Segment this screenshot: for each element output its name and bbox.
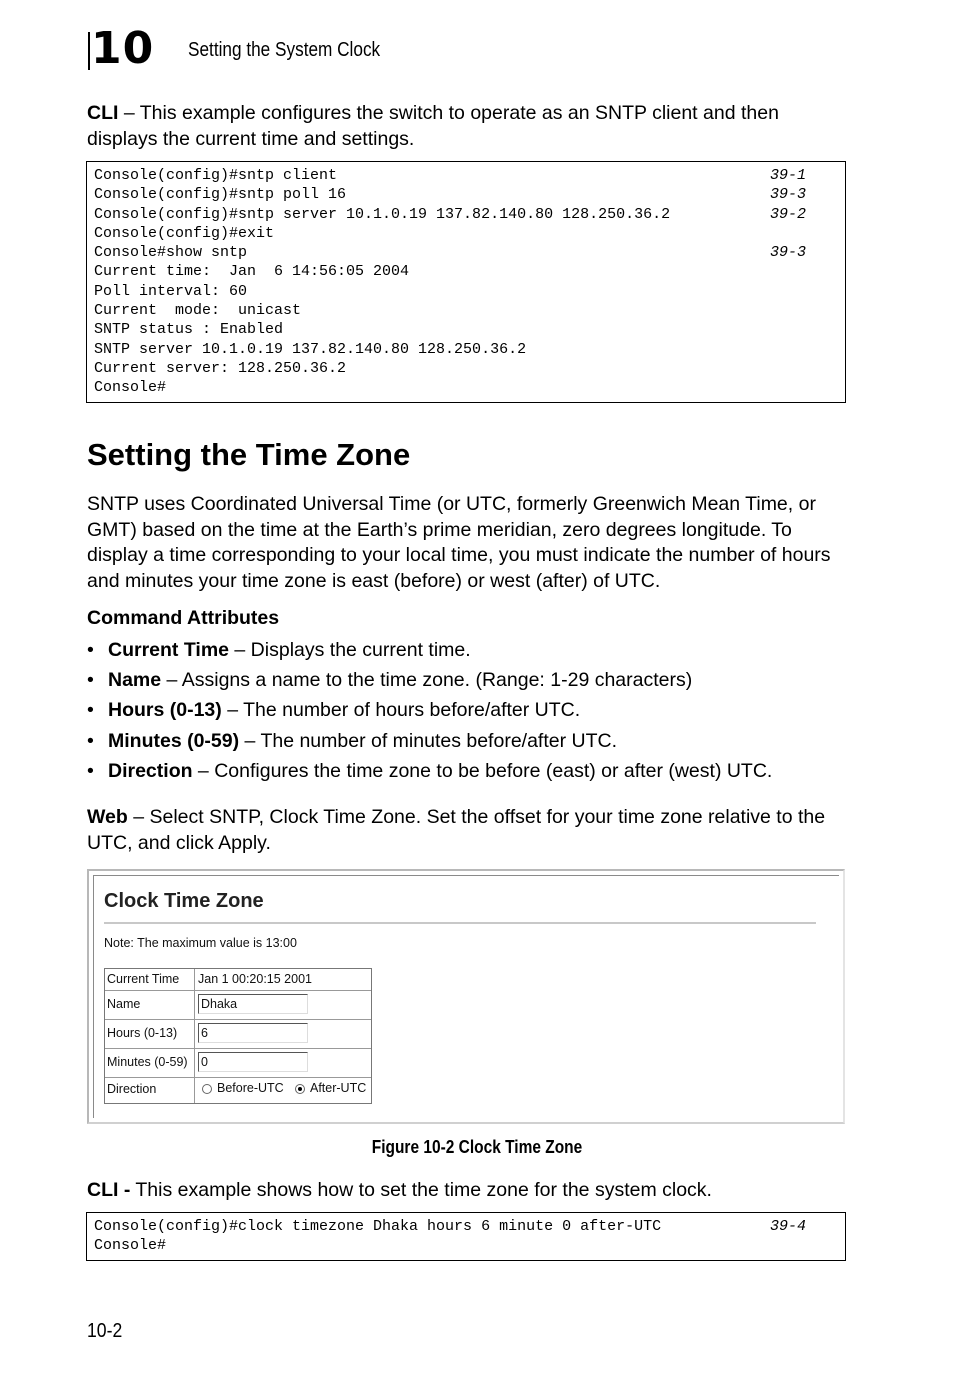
- web-intro-paragraph: [87, 805, 847, 856]
- before-utc-radio[interactable]: [202, 1084, 212, 1094]
- code-page-reference: 39-3: [770, 244, 807, 262]
- code-page-reference: 39-1: [770, 167, 807, 184]
- code-text: Console#show sntp: [94, 244, 248, 262]
- row-minutes: [105, 1049, 371, 1078]
- code-page-reference: 39-4: [770, 1218, 807, 1235]
- code-page-reference: 39-3: [770, 186, 807, 204]
- code-line: [94, 301, 838, 320]
- figure-divider: [104, 922, 816, 924]
- attribute-desc: – The number of minutes before/after UTC.: [239, 729, 618, 752]
- code-text: Console(config)#sntp client: [94, 167, 338, 184]
- attribute-desc: – Configures the time zone to be before (east) or after (west) UTC.: [192, 759, 773, 782]
- current-time-value: Jan 1 00:20:15 2001: [198, 972, 312, 986]
- chapter-bar: [88, 32, 90, 70]
- before-utc-option[interactable]: [202, 1081, 284, 1095]
- after-utc-label: After-UTC: [310, 1081, 367, 1095]
- code-text: Console(config)#sntp poll 16: [94, 186, 347, 204]
- figure-title: Clock Time Zone: [104, 890, 264, 912]
- section-heading: Setting the Time Zone: [87, 437, 411, 472]
- code-line: [94, 224, 838, 243]
- after-utc-radio[interactable]: [295, 1084, 305, 1094]
- cli-code-block-timezone: [86, 1212, 846, 1261]
- row-hours: [105, 1020, 371, 1049]
- attribute-term: Name: [108, 669, 162, 692]
- code-text: Poll interval: 60: [94, 282, 248, 300]
- code-page-reference: 39-2: [770, 205, 807, 223]
- minutes-input[interactable]: [198, 1052, 308, 1072]
- list-item: • Direction – Configures the time zone to be before (east) or after (west) UTC.: [87, 759, 773, 782]
- list-item: • Hours (0-13) – The number of hours before/after UTC.: [87, 699, 581, 722]
- code-line: [94, 359, 838, 378]
- minutes-cell: [196, 1049, 371, 1077]
- row-direction: [105, 1078, 371, 1103]
- attribute-term: Minutes (0-59): [108, 729, 240, 752]
- code-line: [94, 262, 838, 281]
- cli-intro-paragraph: [87, 101, 847, 152]
- cli-code-block-sntp: [86, 161, 846, 403]
- name-label: Name: [105, 991, 195, 1019]
- code-text: Console(config)#clock timezone Dhaka hours 6 minute 0 after-UTC: [94, 1218, 662, 1235]
- code-line: [94, 320, 838, 339]
- list-item: • Current Time – Displays the current time.: [87, 639, 471, 661]
- code-text: SNTP status : Enabled: [94, 321, 284, 339]
- code-text: Current time: Jan 6 14:56:05 2004: [94, 263, 410, 281]
- code-text: Current server: 128.250.36.2: [94, 359, 347, 377]
- name-input[interactable]: [198, 994, 308, 1014]
- chapter-title: Setting the System Clock: [188, 39, 381, 61]
- code-text: Console#: [94, 1237, 167, 1255]
- code-line: [94, 205, 838, 224]
- code-text: Console(config)#sntp server 10.1.0.19 137.82.140.80 128.250.36.2: [94, 205, 671, 223]
- code-line: [94, 282, 838, 301]
- after-utc-option[interactable]: [295, 1081, 366, 1095]
- direction-label: Direction: [105, 1078, 195, 1103]
- clock-time-zone-figure: [87, 869, 845, 1124]
- web-intro-text: – Select SNTP, Clock Time Zone. Set the offset for your time zone relative to the UTC, and click Apply.: [87, 806, 826, 854]
- cli-intro-paragraph-2: [87, 1178, 847, 1204]
- code-line: [94, 1236, 838, 1255]
- list-item: • Minutes (0-59) – The number of minutes before/after UTC.: [87, 729, 618, 752]
- code-line: [94, 340, 838, 359]
- clock-time-zone-table: [104, 968, 372, 1104]
- current-time-label: Current Time: [105, 969, 195, 990]
- section-body: SNTP uses Coordinated Universal Time (or UTC, formerly Greenwich Mean Time, or GMT) based on the time at the Earth’s prime meridian, zero degrees longitude. To display a time corresponding to your local time, you must indicate the number of hours and minutes your time zone is east (before) or west (after) of UTC.: [87, 493, 831, 592]
- attribute-term: Direction: [108, 759, 193, 782]
- code-line: [94, 1217, 838, 1236]
- attribute-desc: – Displays the current time.: [229, 639, 471, 661]
- code-line: [94, 185, 838, 204]
- code-text: Console(config)#exit: [94, 224, 275, 242]
- row-current-time: [105, 969, 371, 991]
- code-line: [94, 243, 838, 262]
- command-attributes-list: [87, 638, 847, 789]
- hours-label: Hours (0-13): [105, 1020, 195, 1048]
- figure-caption: Figure 10-2 Clock Time Zone: [371, 1137, 583, 1157]
- code-text: SNTP server 10.1.0.19 137.82.140.80 128.250.36.2: [94, 340, 527, 358]
- cli-intro-text-2: This example shows how to set the time zone for the system clock.: [130, 1179, 712, 1201]
- code-text: Current mode: unicast: [94, 302, 302, 320]
- direction-cell: [196, 1078, 371, 1103]
- cli-label: CLI: [87, 102, 119, 124]
- code-text: Console#: [94, 379, 167, 397]
- page-number: 10-2: [87, 1320, 123, 1342]
- attribute-term: Current Time: [108, 639, 229, 661]
- chapter-number-text: 10: [91, 23, 155, 74]
- chapter-number: [88, 23, 172, 74]
- attribute-desc: – The number of hours before/after UTC.: [221, 699, 581, 722]
- hours-input[interactable]: [198, 1023, 308, 1043]
- attribute-desc: – Assigns a name to the time zone. (Range: 1-29 characters): [161, 669, 693, 692]
- figure-panel: [93, 875, 839, 1118]
- before-utc-label: Before-UTC: [217, 1081, 284, 1095]
- hours-cell: [196, 1020, 371, 1048]
- minutes-label: Minutes (0-59): [105, 1049, 195, 1077]
- figure-note: Note: The maximum value is 13:00: [104, 936, 297, 950]
- cli-label-2: CLI -: [87, 1179, 131, 1201]
- cli-intro-text: – This example configures the switch to operate as an SNTP client and then displays the current time and settings.: [87, 102, 779, 150]
- command-attributes-heading: Command Attributes: [87, 607, 280, 629]
- name-cell: [196, 991, 371, 1019]
- code-line: [94, 166, 838, 185]
- code-line: [94, 378, 838, 397]
- web-label: Web: [87, 806, 128, 828]
- row-name: [105, 991, 371, 1020]
- attribute-term: Hours (0-13): [108, 699, 222, 722]
- list-item: • Name – Assigns a name to the time zone. (Range: 1-29 characters): [87, 669, 693, 692]
